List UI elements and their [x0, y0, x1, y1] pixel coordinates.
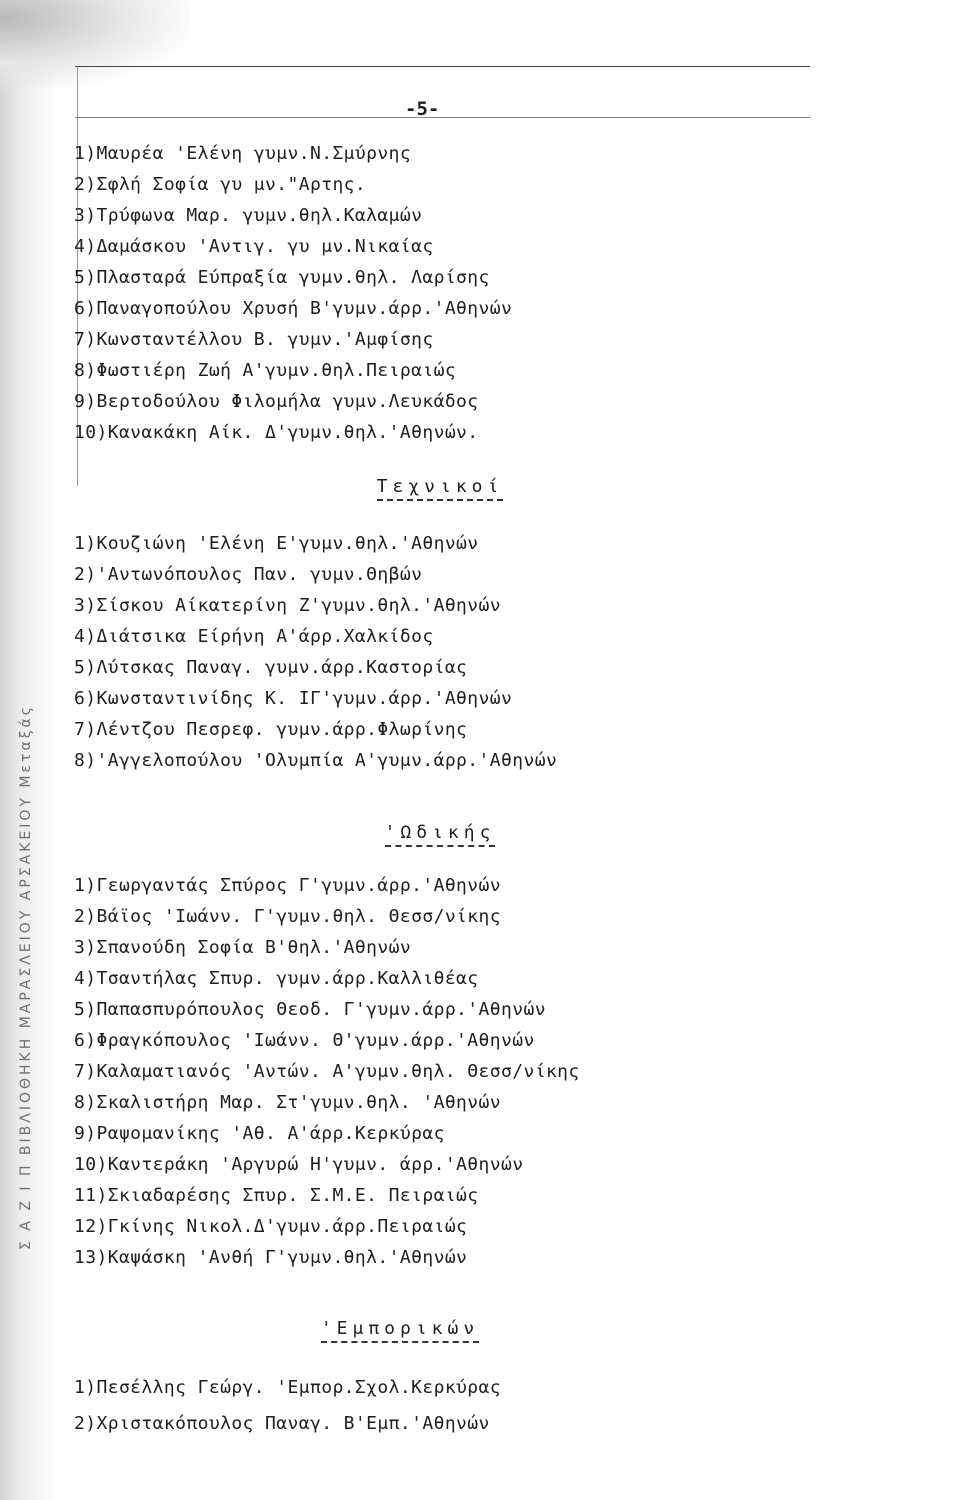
- heading-text: Τεχνικοί: [377, 476, 504, 501]
- list-item: 4)Διάτσικα Είρήνη Α'άρρ.Χαλκίδος: [74, 626, 434, 647]
- list-item: 3)Τρύφωνα Μαρ. γυμν.θηλ.Καλαμών: [74, 205, 423, 226]
- list-item: 10)Κανακάκη Αίκ. Δ'γυμν.θηλ.'Αθηνών.: [74, 422, 479, 443]
- list-item: 8)Σκαλιστήρη Μαρ. Στ'γυμν.θηλ. 'Αθηνών: [74, 1092, 502, 1113]
- list-item: 3)Σίσκου Αίκατερίνη Ζ'γυμν.θηλ.'Αθηνών: [74, 595, 502, 616]
- heading-text: 'Ωδικής: [385, 822, 496, 847]
- list-item: 8)'Αγγελοπούλου 'Ολυμπία Α'γυμν.άρρ.'Αθηνών: [74, 750, 558, 771]
- list-item: 2)Σφλή Σοφία γυ μν."Αρτης.: [74, 174, 367, 195]
- list-item: 4)Τσαντήλας Σπυρ. γυμν.άρρ.Καλλιθέας: [74, 968, 479, 989]
- list-item: 2)'Αντωνόπουλος Παν. γυμν.Θηβών: [74, 564, 423, 585]
- margin-stamp: Σ Α Ζ Ι Π ΒΙΒΛΙΟΘΗΚΗ ΜΑΡΑΣΛΕΙΟΥ ΑΡΣΑΚΕΙΟΥ Μεταξάς: [18, 704, 34, 1250]
- list-item: 7)Καλαματιανός 'Αντών. Α'γυμν.θηλ. Θεσσ/νίκης: [74, 1061, 580, 1082]
- list-item: 1)Γεωργαντάς Σπύρος Γ'γυμν.άρρ.'Αθηνών: [74, 875, 502, 896]
- list-item: 13)Καψάσκη 'Ανθή Γ'γυμν.θηλ.'Αθηνών: [74, 1247, 468, 1268]
- top-rule: [75, 66, 810, 67]
- list-item: 1)Κουζιώνη 'Ελένη Ε'γυμν.θηλ.'Αθηνών: [74, 533, 479, 554]
- list-item: 2)Χριστακόπουλος Παναγ. Β'Εμπ.'Αθηνών: [74, 1413, 490, 1434]
- general-list: [74, 138, 874, 448]
- list-item: 7)Λέντζου Πεσρεφ. γυμν.άρρ.Φλωρίνης: [74, 719, 468, 740]
- list-item: 6)Παναγοπούλου Χρυσή Β'γυμν.άρρ.'Αθηνών: [74, 298, 513, 319]
- list-item: 9)Βερτοδούλου Φιλομήλα γυμν.Λευκάδος: [74, 391, 479, 412]
- page-number: -5-: [405, 98, 440, 120]
- heading-text: 'Εμπορικών: [321, 1318, 479, 1343]
- section-heading-technical: [310, 476, 570, 501]
- list-item: 4)Δαμάσκου 'Αντιγ. γυ μν.Νικαίας: [74, 236, 434, 257]
- list-item: 9)Ραψομανίκης 'Αθ. Α'άρρ.Κερκύρας: [74, 1123, 445, 1144]
- list-item: 3)Σπανούδη Σοφία Β'θηλ.'Αθηνών: [74, 937, 412, 958]
- odiki-list: [74, 870, 874, 1273]
- list-item: 6)Φραγκόπουλος 'Ιωάνν. Θ'γυμν.άρρ.'Αθηνών: [74, 1030, 535, 1051]
- scan-shadow-corner: [0, 0, 190, 90]
- list-item: 5)Παπασπυρόπουλος Θεοδ. Γ'γυμν.άρρ.'Αθηνών: [74, 999, 546, 1020]
- list-item: 2)Βάϊος 'Ιωάνν. Γ'γυμν.θηλ. Θεσσ/νίκης: [74, 906, 502, 927]
- list-item: 8)Φωστιέρη Ζωή Α'γυμν.θηλ.Πειραιώς: [74, 360, 457, 381]
- list-item: 11)Σκιαδαρέσης Σπυρ. Σ.Μ.Ε. Πειραιώς: [74, 1185, 479, 1206]
- list-item: 7)Κωνσταντέλλου Β. γυμν.'Αμφίσης: [74, 329, 434, 350]
- list-item: 5)Πλασταρά Εύπραξία γυμν.θηλ. Λαρίσης: [74, 267, 490, 288]
- list-item: 12)Γκίνης Νικολ.Δ'γυμν.άρρ.Πειραιώς: [74, 1216, 468, 1237]
- section-heading-commercial: [290, 1318, 510, 1343]
- list-item: 6)Κωνσταντινίδης Κ. ΙΓ'γυμν.άρρ.'Αθηνών: [74, 688, 513, 709]
- list-item: 10)Καντεράκη 'Αργυρώ Η'γυμν. άρρ.'Αθηνών: [74, 1154, 524, 1175]
- list-item: 1)Πεσέλλης Γεώργ. 'Εμπορ.Σχολ.Κερκύρας: [74, 1377, 502, 1398]
- commercial-list: [74, 1370, 874, 1442]
- list-item: 5)Λύτσκας Παναγ. γυμν.άρρ.Καστορίας: [74, 657, 468, 678]
- list-item: 1)Μαυρέα 'Ελένη γυμν.Ν.Σμύρνης: [74, 143, 412, 164]
- section-heading-odiki: [310, 822, 570, 847]
- technical-list: [74, 528, 874, 776]
